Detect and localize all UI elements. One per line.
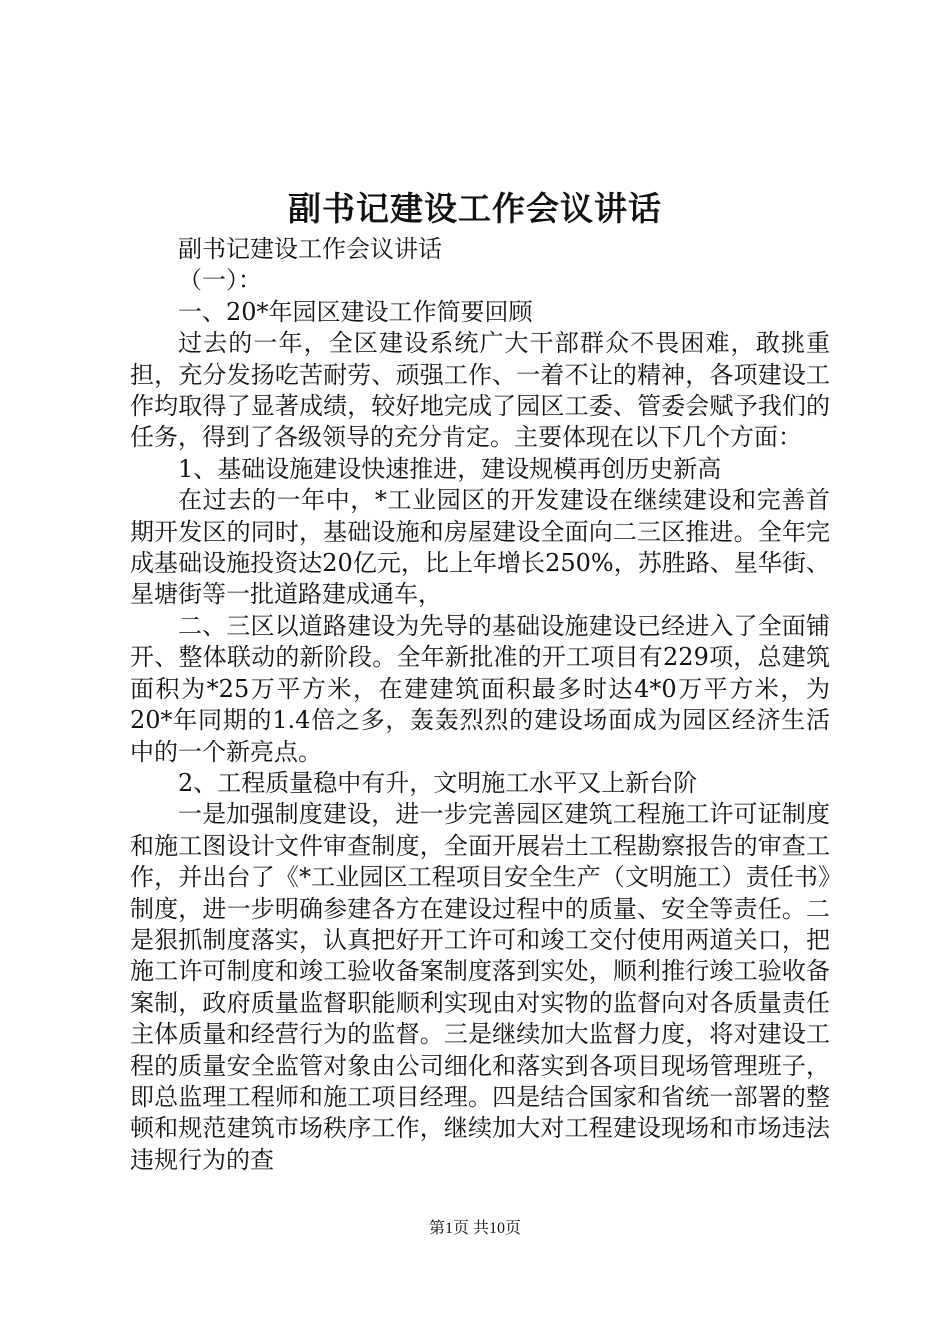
body-paragraph: 在过去的一年中，*工业园区的开发建设在继续建设和完善首期开发区的同时，基础设施和房屋建设全面向二三区推进。全年完成基础设施投资达20亿元，比上年增长250%，苏胜路、星华街、星塘街等一批道路建成通车， <box>130 486 830 609</box>
subsection-heading-quality: 2、工程质量稳中有升，文明施工水平又上新台阶 <box>178 768 698 797</box>
section-heading-review: 一、20*年园区建设工作简要回顾 <box>178 297 533 326</box>
body-paragraph: 一是加强制度建设，进一步完善园区建筑工程施工许可证制度和施工图设计文件审查制度，全面开展岩土工程勘察报告的审查工作，并出台了《*工业园区工程项目安全生产（文明施工）责任书》制度，进一步明确参建各方在建设过程中的质量、安全等责任。二是狠抓制度落实，认真把好开工许可和竣工交付使用两道关口，把施工许可制度和竣工验收备案制度落到实处，顺利推行竣工验收备案制，政府质量监督职能顺利实现由对实物的监督向对各质量责任主体质量和经营行为的监督。三是继续加大监督力度，将对建设工程的质量安全监管对象由公司细化和落实到各项目现场管理班子，即总监理工程师和施工项目经理。四是结合国家和省统一部署的整顿和规范建筑市场秩序工作，继续加大对工程建设现场和市场违法违规行为的查 <box>130 800 830 1174</box>
page-number-footer: 第1页 共10页 <box>428 1220 521 1237</box>
subsection-heading-infrastructure: 1、基础设施建设快速推进，建设规模再创历史新高 <box>178 454 722 483</box>
document-body <box>130 234 830 1176</box>
subtitle-paragraph: 副书记建设工作会议讲话 <box>178 235 442 263</box>
document-title: 副书记建设工作会议讲话 <box>288 189 662 228</box>
body-paragraph: 过去的一年，全区建设系统广大干部群众不畏困难，敢挑重担，充分发扬吃苦耐劳、顽强工作、一着不让的精神，各项建设工作均取得了显著成绩，较好地完成了园区工委、管委会赋予我们的任务，得到了各级领导的充分肯定。主要体现在以下几个方面： <box>130 329 830 452</box>
section-number-paragraph: （一）： <box>178 266 262 295</box>
body-paragraph: 二、三区以道路建设为先导的基础设施建设已经进入了全面铺开、整体联动的新阶段。全年新批准的开工项目有229项，总建筑面积为*25万平方米，在建建筑面积最多时达4*0万平方米，为20*年同期的1.4倍之多，轰轰烈烈的建设场面成为园区经济生活中的一个新亮点。 <box>130 611 830 766</box>
